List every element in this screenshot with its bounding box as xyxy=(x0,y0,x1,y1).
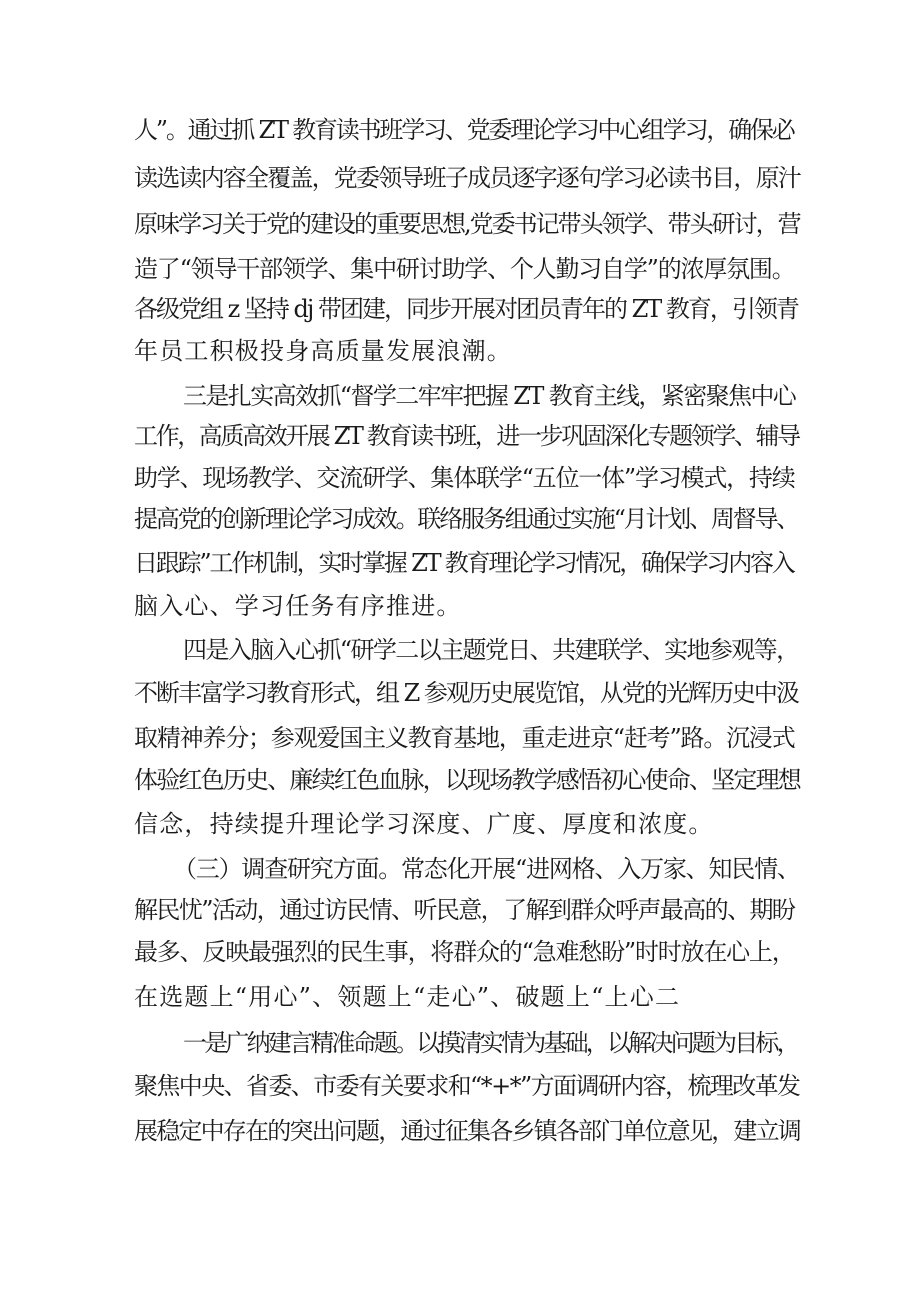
text-line: 不断丰富学习教育形式，组 Z 参观历史展览馆，从党的光辉历史中汲 xyxy=(134,679,798,707)
text-line: 助学、现场教学、交流研学、集体联学“五位一体”学习模式，持续 xyxy=(134,464,795,492)
text-line: 展稳定中存在的突出问题，通过征集各乡镇各部门单位意见，建立调 xyxy=(134,1117,800,1145)
text-line: 读选读内容全覆盖，党委领导班子成员逐字逐句学习必读书目，原汁 xyxy=(134,164,800,192)
text-line: 信念，持续提升理论学习深度、广度、厚度和浓度。 xyxy=(134,810,714,838)
text-line: 日跟踪”工作机制，实时掌握 ZT 教育理论学习情况，确保学习内容入 xyxy=(134,549,794,577)
paragraph-first-line: 四是入脑入心抓“研学二以主题党日、共建联学、实地参观等， xyxy=(183,636,799,664)
text-line: 取精神养分；参观爱国主义教育基地，重走进京“赶考”路。沉浸式 xyxy=(134,724,795,752)
text-line: 聚焦中央、省委、市委有关要求和“*+*”方面调研内容，梳理改革发 xyxy=(134,1072,800,1100)
text-line: 年员工积极投身高质量发展浪潮。 xyxy=(134,337,512,365)
text-line: 解民忧”活动，通过访民情、听民意，了解到群众呼声最高的、期盼 xyxy=(134,896,795,924)
text-line: 最多、反映最强烈的民生事，将群众的“急难愁盼”时时放在心上， xyxy=(134,938,795,966)
text-line: 脑入心、学习任务有序推进。 xyxy=(134,592,462,620)
paragraph-first-line: 三是扎实高效抓“督学二牢牢把握 ZT 教育主线，紧密聚焦中心 xyxy=(183,382,796,410)
text-line: 体验红色历史、廉续红色血脉，以现场教学感悟初心使命、坚定理想 xyxy=(134,766,800,794)
text-line: 工作，高质高效开展 ZT 教育读书班，进一步巩固深化专题领学、辅导 xyxy=(134,422,799,450)
paragraph-first-line: 一是广纳建言精准命题。以摸清实情为基础，以解决问题为目标， xyxy=(183,1029,798,1057)
text-line: 在选题上“用心”、领题上“走心”、破题上“上心二 xyxy=(134,983,681,1011)
text-line: 人”。通过抓 ZT 教育读书班学习、党委理论学习中心组学习，确保必 xyxy=(134,116,794,144)
text-line: 原味学习关于党的建设的重要思想,党委书记带头领学、带头研讨，营 xyxy=(134,210,800,238)
text-line: 提高党的创新理论学习成效。联络服务组通过实施“月计划、周督导、 xyxy=(134,505,799,533)
section-heading-line: （三）调查研究方面。常态化开展“进网格、入万家、知民情、 xyxy=(173,855,800,883)
text-line: 造了“领导干部领学、集中研讨助学、个人勤习自学”的浓厚氛围。 xyxy=(134,255,795,283)
text-line: 各级党组 z 坚持 dj 带团建，同步开展对团员青年的 ZT 教育，引领青 xyxy=(134,295,798,323)
